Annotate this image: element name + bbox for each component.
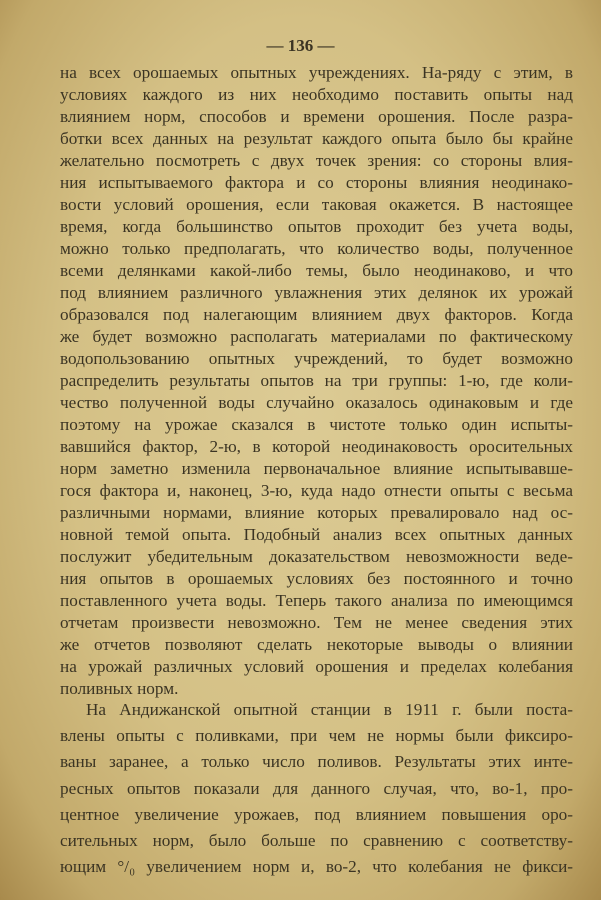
text-line: новной темой опыта. Подобный анализ всех опытных данных [60,525,573,544]
text-line: влены опыты с поливками, при чем не нормы были фиксиро- [60,726,573,746]
text-line: влиянием норм, способов и времени орошения. После разра- [60,107,573,126]
text-line: под влиянием различного увлажнения этих делянок их урожай [60,283,573,302]
text-line: чество полученной воды случайно оказалось одинаковым и где [60,393,573,412]
text-line: ваны заранее, а только число поливов. Результаты этих инте- [60,752,573,772]
text-line: гося фактора и, наконец, 3-ю, куда надо отнести опыты с весьма [60,481,573,500]
text-line: можно только предполагать, что количество воды, полученное [60,239,573,258]
text-line: На Андижанской опытной станции в 1911 г. были поста- [86,700,573,719]
text-line: образовался под налегающим влиянием двух факторов. Когда [60,305,573,324]
text-line: на всех орошаемых опытных учреждениях. На-ряду с этим, в [60,63,573,82]
text-line: поливных норм. [60,679,179,698]
text-line: послужит убедительным доказательством невозможности веде- [60,547,573,566]
text-line: всеми делянками какой-либо темы, было неодинаково, и что [60,261,573,280]
text-line: же отчетов позволяют сделать некоторые выводы о влиянии [60,635,573,654]
text-line: распределить результаты опытов на три группы: 1-ю, где коли- [60,371,573,390]
text-line: же будет возможно располагать материалами по фактическому [60,327,573,346]
text-line: отчетам произвести невозможно. Тем не менее сведения этих [60,613,573,632]
text-line: вости условий орошения, если таковая окажется. В настоящее [60,195,573,214]
text-line: поэтому на урожае сказался в чистоте только один испыты- [60,415,573,434]
text-line: на урожай различных условий орошения и пределах колебания [60,657,573,676]
text-line: центное увеличение урожаев, под влиянием повышения оро- [60,804,573,824]
text-line: ющим °/₀ увеличением норм и, во-2, что колебания не фикси- [60,857,573,877]
text-line: ресных опытов показали для данного случая, что, во-1, про- [60,778,573,798]
text-line: время, когда большинство опытов проходит без учета воды, [60,217,573,236]
text-line: водопользованию опытных учреждений, то будет возможно [60,349,573,368]
text-line: ния опытов в орошаемых условиях без постоянного и точно [60,569,573,588]
page-number: — 136 — [266,36,335,55]
text-line: поставленного учета воды. Теперь такого анализа по имеющимся [60,591,573,610]
text-line: норм заметно изменила первоначальное влияние испытывавше- [60,459,573,478]
text-line: условиях каждого из них необходимо поставить опыты над [60,85,573,104]
text-line: сительных норм, было больше по сравнению с соответству- [60,831,573,850]
text-line: вавшийся фактор, 2-ю, в которой неодинаковость оросительных [60,437,573,456]
text-line: ния испытываемого фактора и со стороны влияния неодинако- [60,173,573,192]
text-line: различными нормами, влияние которых превалировало над ос- [60,503,573,522]
text-line: ботки всех данных на результат каждого опыта было бы крайне [60,129,573,148]
text-line: желательно посмотреть с двух точек зрения: со стороны влия- [60,151,573,170]
